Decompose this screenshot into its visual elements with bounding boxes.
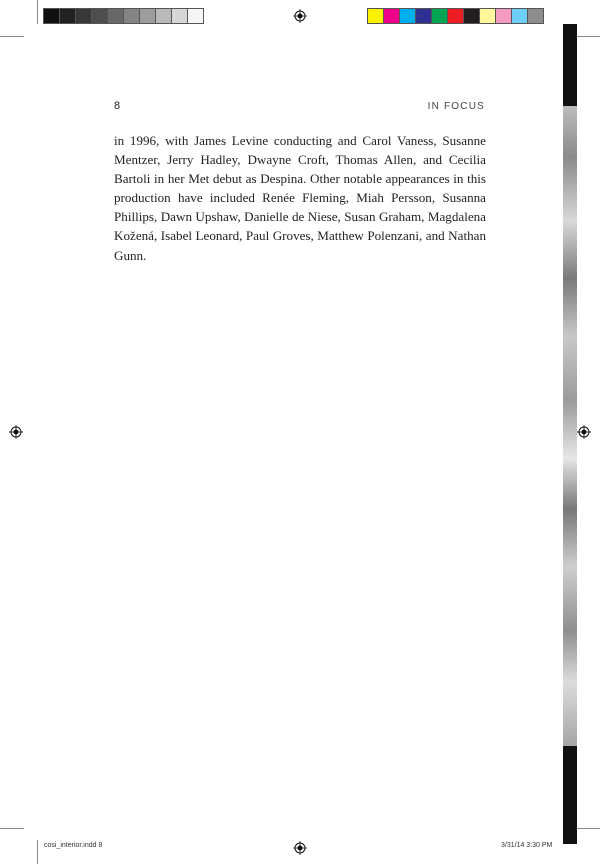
color-swatch bbox=[527, 8, 544, 24]
color-swatch bbox=[59, 8, 76, 24]
process-color-bar bbox=[368, 8, 544, 24]
color-swatch bbox=[107, 8, 124, 24]
crop-mark bbox=[37, 0, 38, 24]
color-swatch bbox=[171, 8, 188, 24]
crop-mark bbox=[0, 36, 24, 37]
crop-mark bbox=[577, 36, 600, 37]
color-swatch bbox=[43, 8, 60, 24]
registration-mark-icon bbox=[9, 425, 23, 439]
color-swatch bbox=[155, 8, 172, 24]
color-swatch bbox=[75, 8, 92, 24]
registration-mark-icon bbox=[293, 9, 307, 23]
slug-datetime: 3/31/14 3:30 PM bbox=[501, 842, 553, 849]
color-swatch bbox=[399, 8, 416, 24]
color-swatch bbox=[383, 8, 400, 24]
color-swatch bbox=[139, 8, 156, 24]
color-swatch bbox=[447, 8, 464, 24]
crop-mark bbox=[577, 828, 600, 829]
crop-mark bbox=[0, 828, 24, 829]
color-swatch bbox=[123, 8, 140, 24]
color-swatch bbox=[415, 8, 432, 24]
color-swatch bbox=[495, 8, 512, 24]
color-swatch bbox=[431, 8, 448, 24]
color-swatch bbox=[187, 8, 204, 24]
color-swatch bbox=[91, 8, 108, 24]
bleed-image-strip bbox=[563, 24, 577, 844]
registration-mark-icon bbox=[293, 841, 307, 855]
color-swatch bbox=[511, 8, 528, 24]
crop-mark bbox=[37, 840, 38, 864]
grayscale-color-bar bbox=[44, 8, 204, 24]
color-swatch bbox=[479, 8, 496, 24]
body-paragraph: in 1996, with James Levine conducting and Carol Vaness, Susanne Mentzer, Jerry Hadley, Dwayne Croft, Thomas Allen, and Cecilia Bartoli in her Met debut as Despina. Other notable appearances in this production have included Renée Fleming, Miah Persson, Susanna Phillips, Dawn Upshaw, Danielle de Niese, Susan Graham, Magdalena Kožená, Isabel Leonard, Paul Groves, Matthew Polenzani, and Nathan Gunn. bbox=[114, 133, 486, 263]
registration-mark-icon bbox=[577, 425, 591, 439]
color-swatch bbox=[367, 8, 384, 24]
slug-filename: cosi_interior.indd 8 bbox=[44, 842, 103, 849]
running-head: IN FOCUS bbox=[427, 101, 485, 112]
color-swatch bbox=[463, 8, 480, 24]
page-number: 8 bbox=[114, 100, 121, 112]
